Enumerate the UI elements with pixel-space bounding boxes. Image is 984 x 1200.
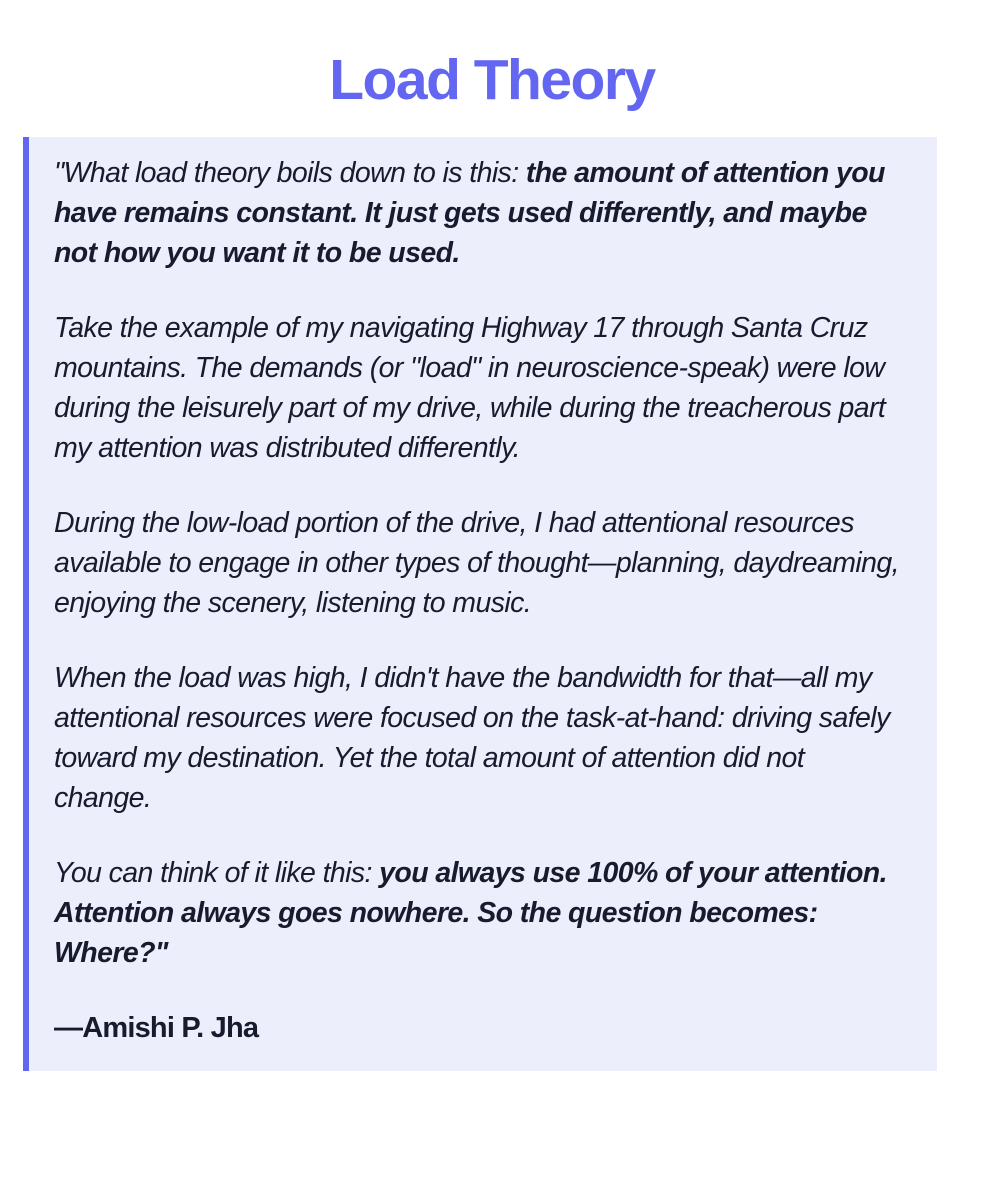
quote-paragraph-2: Take the example of my navigating Highway 17 through Santa Cruz mountains. The demands (or "load" in neuroscience-speak) were low during the leisurely part of my drive, while during the treacherous part my attention was distributed differently. xyxy=(54,312,886,464)
quote-paragraph-5 xyxy=(54,853,907,973)
quote-paragraph-5-lead: You can think of it like this: xyxy=(54,857,380,889)
quote-paragraph-3: During the low-load portion of the drive, I had attentional resources available to engage in other types of thought—planning, daydreaming, enjoying the scenery, listening to music. xyxy=(54,507,899,619)
quote-paragraph-1-lead: "What load theory boils down to is this: xyxy=(54,157,526,189)
page-title: Load Theory xyxy=(329,48,655,112)
quote-paragraph-4: When the load was high, I didn't have the bandwidth for that—all my attentional resources were focused on the task-at-hand: driving safely toward my destination. Yet the total amount of attention did not change. xyxy=(54,662,890,814)
quote-paragraph-1 xyxy=(54,153,907,273)
quote-paragraph-5-emphasis: you always use 100% of your attention. Attention always goes nowhere. So the question becomes: Where?" xyxy=(54,857,887,969)
blockquote xyxy=(23,137,937,1071)
quote-attribution: —Amishi P. Jha xyxy=(54,1012,259,1044)
quote-paragraph-1-emphasis: the amount of attention you have remains constant. It just gets used differently, and maybe not how you want it to be used. xyxy=(54,157,885,269)
